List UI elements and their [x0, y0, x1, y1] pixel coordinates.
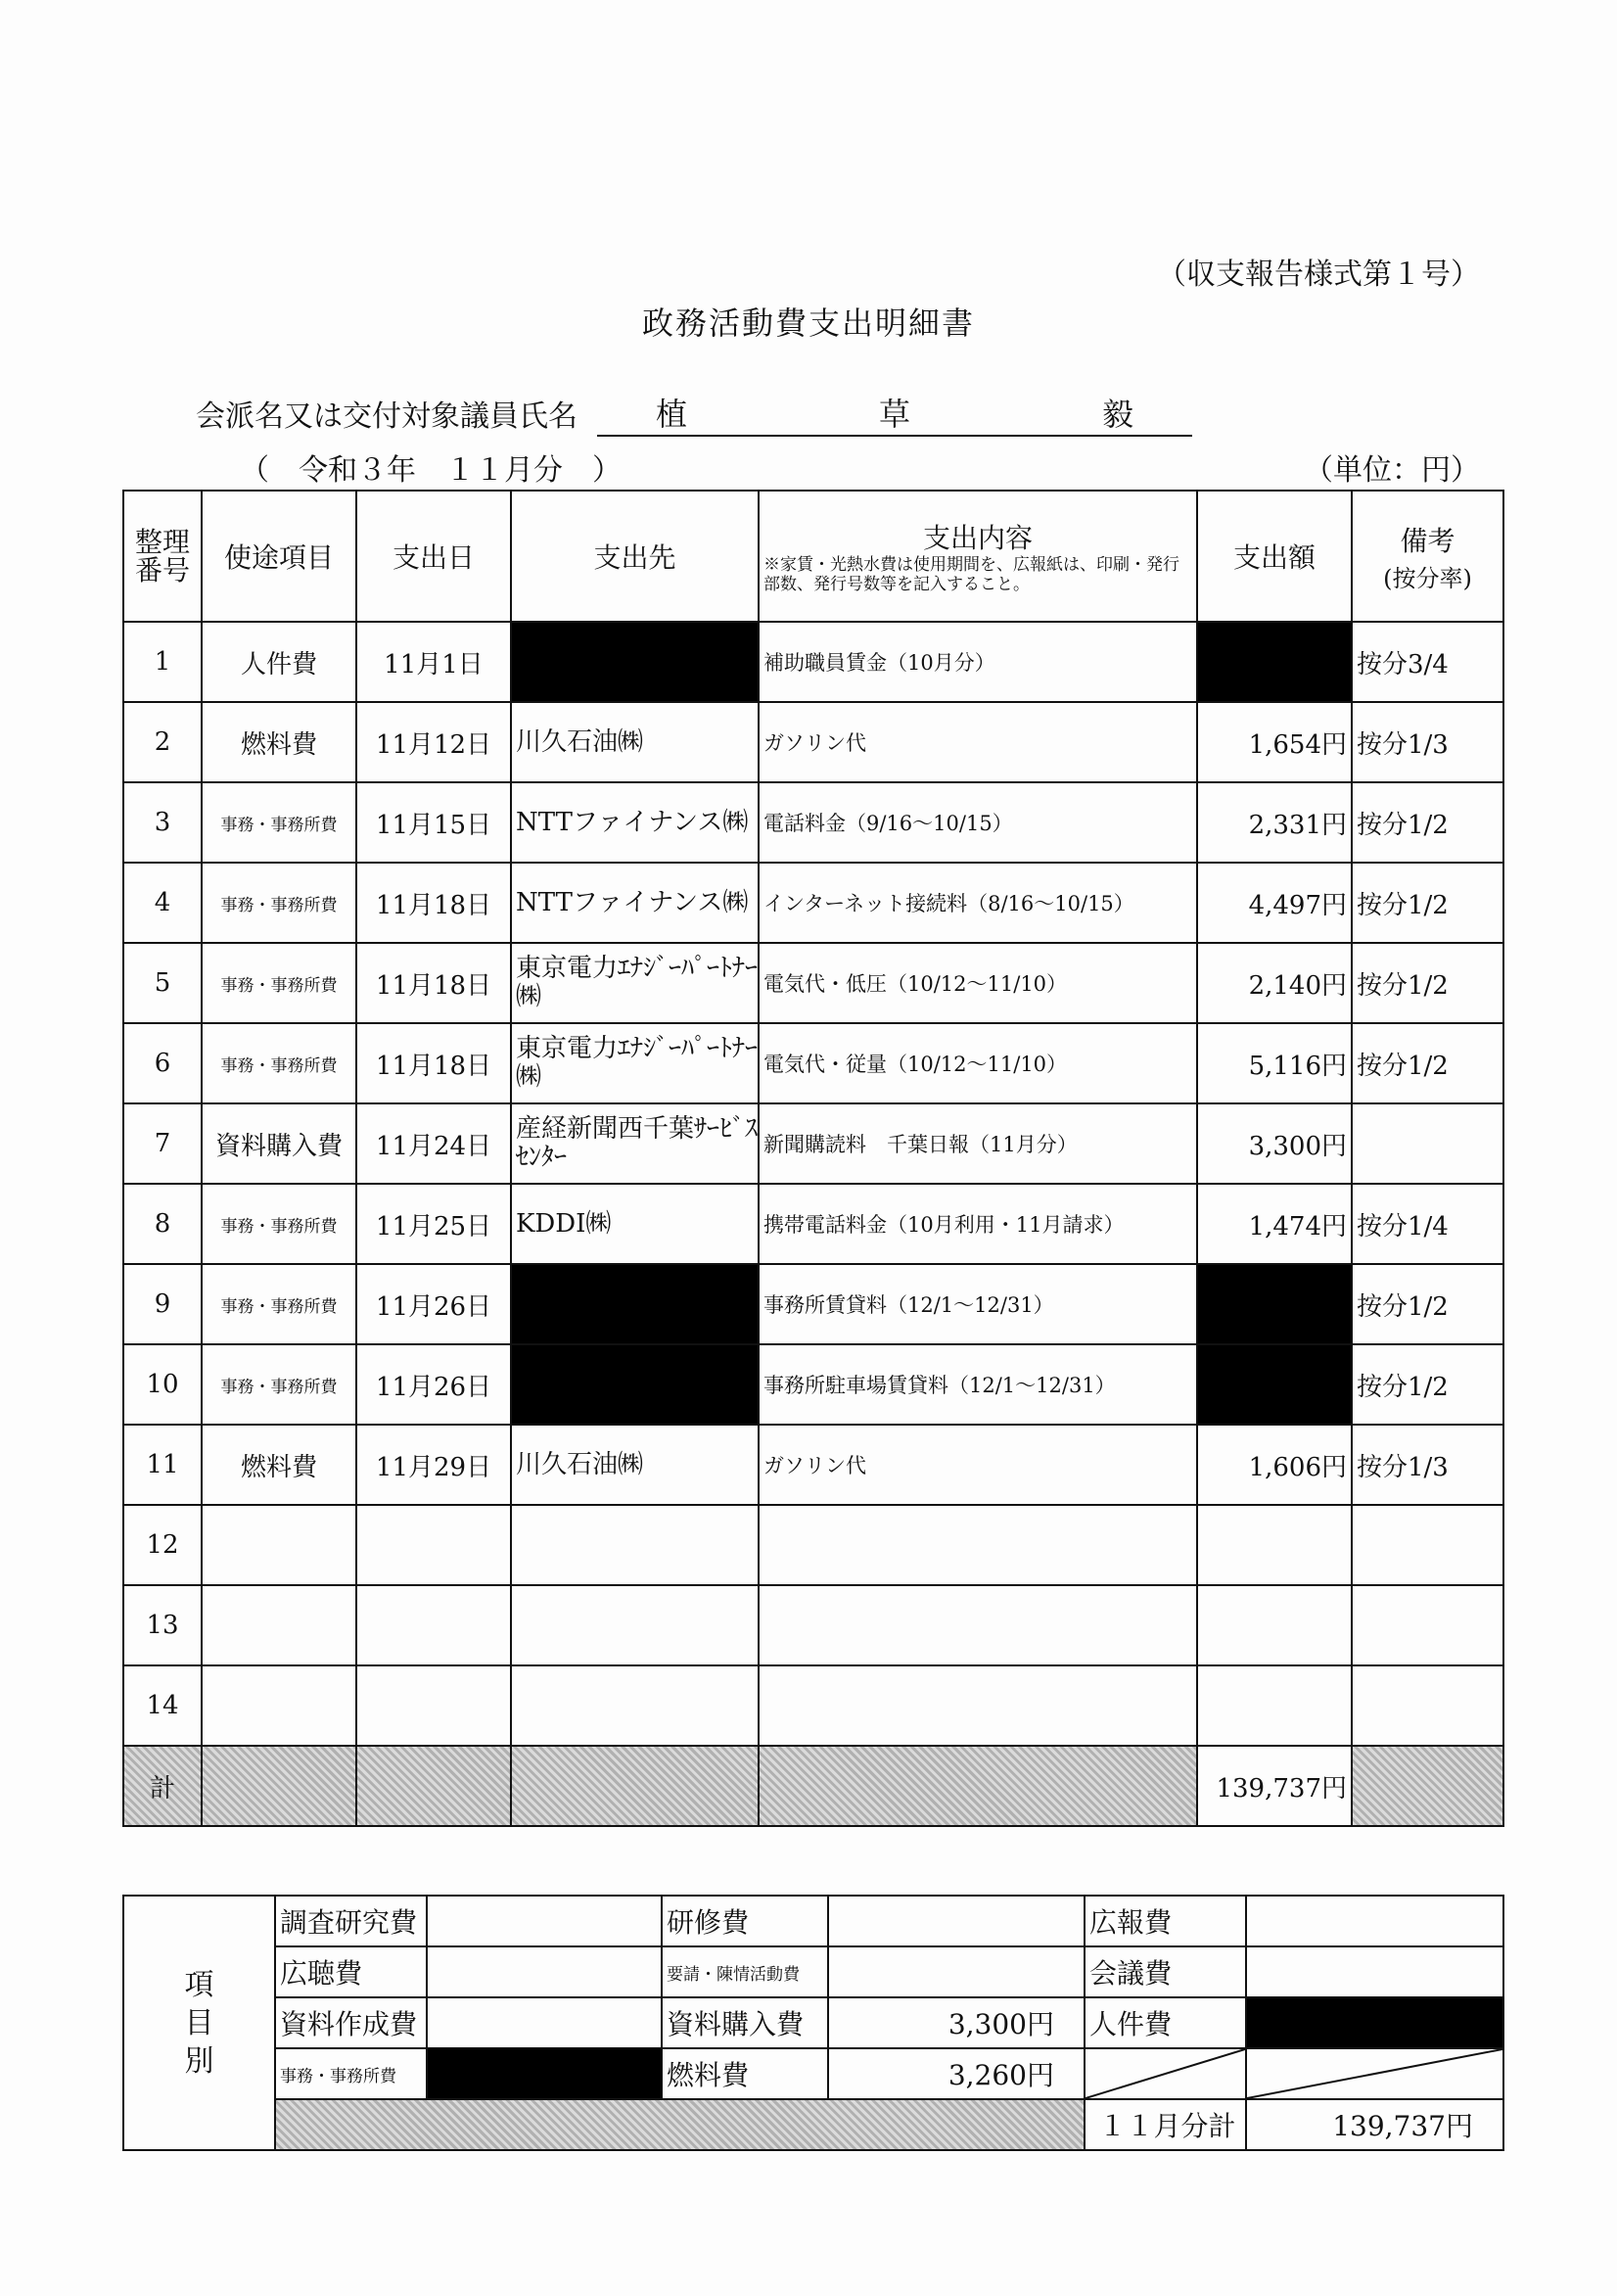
row-payee: 川久石油㈱ — [511, 702, 759, 782]
row-remarks — [1352, 1665, 1503, 1746]
form-number: （収支報告様式第１号） — [1157, 258, 1480, 292]
value-personnel-redacted — [1246, 1997, 1503, 2048]
row-description — [759, 1505, 1197, 1585]
row-payee: 東京電力ｴﾅｼﾞｰﾊﾟｰﾄﾅｰ㈱ — [511, 1023, 759, 1103]
row-remarks: 按分1/2 — [1352, 943, 1503, 1023]
label-materials-purchase: 資料購入費 — [662, 1997, 828, 2048]
row-no: 1 — [123, 622, 202, 702]
col-date: 支出日 — [356, 491, 511, 622]
row-payee-redacted — [511, 1344, 759, 1425]
row-payee: NTTファイナンス㈱ — [511, 782, 759, 863]
expense-table — [122, 490, 1504, 1827]
row-payee: 川久石油㈱ — [511, 1425, 759, 1505]
row-remarks: 按分1/2 — [1352, 782, 1503, 863]
row-no: 3 — [123, 782, 202, 863]
row-description: 携帯電話料金（10月利用・11月請求） — [759, 1184, 1197, 1264]
value-training — [828, 1896, 1085, 1946]
label-hearing: 広聴費 — [275, 1946, 427, 1997]
row-remarks — [1352, 1585, 1503, 1665]
label-petition: 要請・陳情活動費 — [662, 1946, 828, 1997]
label-month-total: １１月分計 — [1085, 2099, 1246, 2150]
table-row — [123, 622, 1503, 702]
value-month-total: 139,737円 — [1246, 2099, 1503, 2150]
side-char-3: 別 — [184, 2043, 214, 2079]
col-category: 使途項目 — [202, 491, 356, 622]
row-date: 11月12日 — [356, 702, 511, 782]
page-title: 政務活動費支出明細書 — [641, 305, 975, 342]
table-row — [123, 1264, 1503, 1344]
name-char-3: 毅 — [1101, 396, 1133, 433]
table-row — [123, 1665, 1503, 1746]
row-remarks — [1352, 1505, 1503, 1585]
row-payee: 東京電力ｴﾅｼﾞｰﾊﾟｰﾄﾅｰ㈱ — [511, 943, 759, 1023]
row-amount: 3,300円 — [1197, 1103, 1352, 1184]
row-category: 事務・事務所費 — [202, 943, 356, 1023]
row-category: 事務・事務所費 — [202, 782, 356, 863]
row-remarks: 按分1/2 — [1352, 1344, 1503, 1425]
row-amount-redacted — [1197, 622, 1352, 702]
row-category: 事務・事務所費 — [202, 1344, 356, 1425]
row-date: 11月24日 — [356, 1103, 511, 1184]
row-category: 燃料費 — [202, 702, 356, 782]
row-no: 2 — [123, 702, 202, 782]
row-description — [759, 1585, 1197, 1665]
table-row — [123, 702, 1503, 782]
row-date: 11月26日 — [356, 1264, 511, 1344]
row-payee: KDDI㈱ — [511, 1184, 759, 1264]
row-amount: 2,140円 — [1197, 943, 1352, 1023]
period: （ 令和３年 １１月分 ） — [240, 453, 622, 488]
summary-table — [122, 1895, 1504, 2151]
row-amount: 4,497円 — [1197, 863, 1352, 943]
row-amount: 1,606円 — [1197, 1425, 1352, 1505]
row-no: 5 — [123, 943, 202, 1023]
table-row — [123, 1425, 1503, 1505]
faction-name — [597, 390, 1192, 437]
row-date: 11月18日 — [356, 943, 511, 1023]
side-char-1: 項 — [184, 1967, 214, 2002]
table-row — [123, 1023, 1503, 1103]
row-category: 燃料費 — [202, 1425, 356, 1505]
row-no: 12 — [123, 1505, 202, 1585]
table-row — [123, 1344, 1503, 1425]
empty-diagonal-1 — [1085, 2048, 1246, 2099]
label-fuel: 燃料費 — [662, 2048, 828, 2099]
value-materials-creation — [427, 1997, 662, 2048]
row-amount: 1,654円 — [1197, 702, 1352, 782]
table-row — [123, 1184, 1503, 1264]
row-date: 11月25日 — [356, 1184, 511, 1264]
row-date: 11月18日 — [356, 1023, 511, 1103]
col-no: 整理番号 — [123, 491, 202, 622]
col-content — [759, 491, 1197, 622]
row-remarks: 按分1/2 — [1352, 863, 1503, 943]
row-description: 電気代・低圧（10/12～11/10） — [759, 943, 1197, 1023]
faction-label: 会派名又は交付対象議員氏名 — [196, 399, 578, 434]
label-pr: 広報費 — [1085, 1896, 1246, 1946]
row-date: 11月1日 — [356, 622, 511, 702]
row-category — [202, 1505, 356, 1585]
row-description: インターネット接続料（8/16～10/15） — [759, 863, 1197, 943]
row-description: 電気代・従量（10/12～11/10） — [759, 1023, 1197, 1103]
table-row — [123, 863, 1503, 943]
table-header-row — [123, 491, 1503, 622]
value-fuel: 3,260円 — [828, 2048, 1085, 2099]
row-remarks: 按分1/4 — [1352, 1184, 1503, 1264]
value-materials-purchase: 3,300円 — [828, 1997, 1085, 2048]
row-amount — [1197, 1665, 1352, 1746]
value-meeting — [1246, 1946, 1503, 1997]
row-no: 13 — [123, 1585, 202, 1665]
row-amount: 2,331円 — [1197, 782, 1352, 863]
total-row — [123, 1746, 1503, 1826]
summary-hatch — [275, 2099, 1085, 2150]
row-remarks: 按分1/3 — [1352, 702, 1503, 782]
row-amount: 5,116円 — [1197, 1023, 1352, 1103]
side-char-2: 目 — [184, 2005, 214, 2040]
row-remarks: 按分3/4 — [1352, 622, 1503, 702]
row-payee: 産経新聞西千葉ｻｰﾋﾞｽｾﾝﾀｰ — [511, 1103, 759, 1184]
col-remarks-title: 備考 — [1400, 524, 1455, 557]
label-materials-creation: 資料作成費 — [275, 1997, 427, 2048]
diagonal-line — [1247, 2049, 1502, 2098]
row-no: 6 — [123, 1023, 202, 1103]
row-category: 事務・事務所費 — [202, 863, 356, 943]
row-remarks: 按分1/2 — [1352, 1023, 1503, 1103]
row-no: 14 — [123, 1665, 202, 1746]
row-amount — [1197, 1585, 1352, 1665]
row-remarks: 按分1/2 — [1352, 1264, 1503, 1344]
row-amount-redacted — [1197, 1264, 1352, 1344]
col-content-title: 支出内容 — [922, 522, 1033, 555]
row-amount — [1197, 1505, 1352, 1585]
name-char-1: 植 — [656, 396, 688, 433]
col-amount: 支出額 — [1197, 491, 1352, 622]
row-category: 人件費 — [202, 622, 356, 702]
row-category: 資料購入費 — [202, 1103, 356, 1184]
col-content-note: ※家賃・光熱水費は使用期間を、広報紙は、印刷・発行部数、発行号数等を記入すること。 — [763, 555, 1179, 594]
row-remarks: 按分1/3 — [1352, 1425, 1503, 1505]
label-research: 調査研究費 — [275, 1896, 427, 1946]
col-remarks — [1352, 491, 1503, 622]
total-hatch-payee — [511, 1746, 759, 1826]
value-pr — [1246, 1896, 1503, 1946]
total-label: 計 — [123, 1746, 202, 1826]
row-no: 4 — [123, 863, 202, 943]
total-hatch-note — [1352, 1746, 1503, 1826]
row-amount: 1,474円 — [1197, 1184, 1352, 1264]
row-description: 補助職員賃金（10月分） — [759, 622, 1197, 702]
row-no: 7 — [123, 1103, 202, 1184]
value-office-redacted — [427, 2048, 662, 2099]
row-category — [202, 1665, 356, 1746]
table-row — [123, 1505, 1503, 1585]
row-payee-redacted — [511, 1264, 759, 1344]
row-date — [356, 1585, 511, 1665]
col-payee: 支出先 — [511, 491, 759, 622]
value-hearing — [427, 1946, 662, 1997]
row-date: 11月18日 — [356, 863, 511, 943]
label-meeting: 会議費 — [1085, 1946, 1246, 1997]
row-category: 事務・事務所費 — [202, 1184, 356, 1264]
row-no: 8 — [123, 1184, 202, 1264]
row-category — [202, 1585, 356, 1665]
row-no: 11 — [123, 1425, 202, 1505]
row-date: 11月15日 — [356, 782, 511, 863]
row-description: 新聞購読料 千葉日報（11月分） — [759, 1103, 1197, 1184]
table-row — [123, 1103, 1503, 1184]
row-category: 事務・事務所費 — [202, 1023, 356, 1103]
row-description: ガソリン代 — [759, 702, 1197, 782]
row-description: ガソリン代 — [759, 1425, 1197, 1505]
row-category: 事務・事務所費 — [202, 1264, 356, 1344]
summary-side-label — [123, 1896, 275, 2150]
row-date — [356, 1505, 511, 1585]
row-date — [356, 1665, 511, 1746]
row-description: 事務所駐車場賃貸料（12/1～12/31） — [759, 1344, 1197, 1425]
empty-diagonal-2 — [1246, 2048, 1503, 2099]
row-date: 11月26日 — [356, 1344, 511, 1425]
row-payee — [511, 1665, 759, 1746]
total-amount: 139,737円 — [1197, 1746, 1352, 1826]
row-date: 11月29日 — [356, 1425, 511, 1505]
row-description: 電話料金（9/16～10/15） — [759, 782, 1197, 863]
row-description: 事務所賃貸料（12/1～12/31） — [759, 1264, 1197, 1344]
table-row — [123, 1585, 1503, 1665]
row-amount-redacted — [1197, 1344, 1352, 1425]
row-description — [759, 1665, 1197, 1746]
name-char-2: 草 — [878, 396, 910, 433]
total-hatch-category — [202, 1746, 356, 1826]
row-payee-redacted — [511, 622, 759, 702]
table-row — [123, 943, 1503, 1023]
row-no: 10 — [123, 1344, 202, 1425]
row-payee: NTTファイナンス㈱ — [511, 863, 759, 943]
label-office: 事務・事務所費 — [275, 2048, 427, 2099]
value-petition — [828, 1946, 1085, 1997]
col-remarks-sub: (按分率) — [1383, 564, 1472, 592]
row-remarks — [1352, 1103, 1503, 1184]
label-personnel: 人件費 — [1085, 1997, 1246, 2048]
total-hatch-desc — [759, 1746, 1197, 1826]
row-payee — [511, 1585, 759, 1665]
diagonal-line — [1086, 2049, 1245, 2098]
value-research — [427, 1896, 662, 1946]
total-hatch-date — [356, 1746, 511, 1826]
row-no: 9 — [123, 1264, 202, 1344]
unit: （単位：円） — [1304, 453, 1480, 488]
label-training: 研修費 — [662, 1896, 828, 1946]
table-row — [123, 782, 1503, 863]
row-payee — [511, 1505, 759, 1585]
